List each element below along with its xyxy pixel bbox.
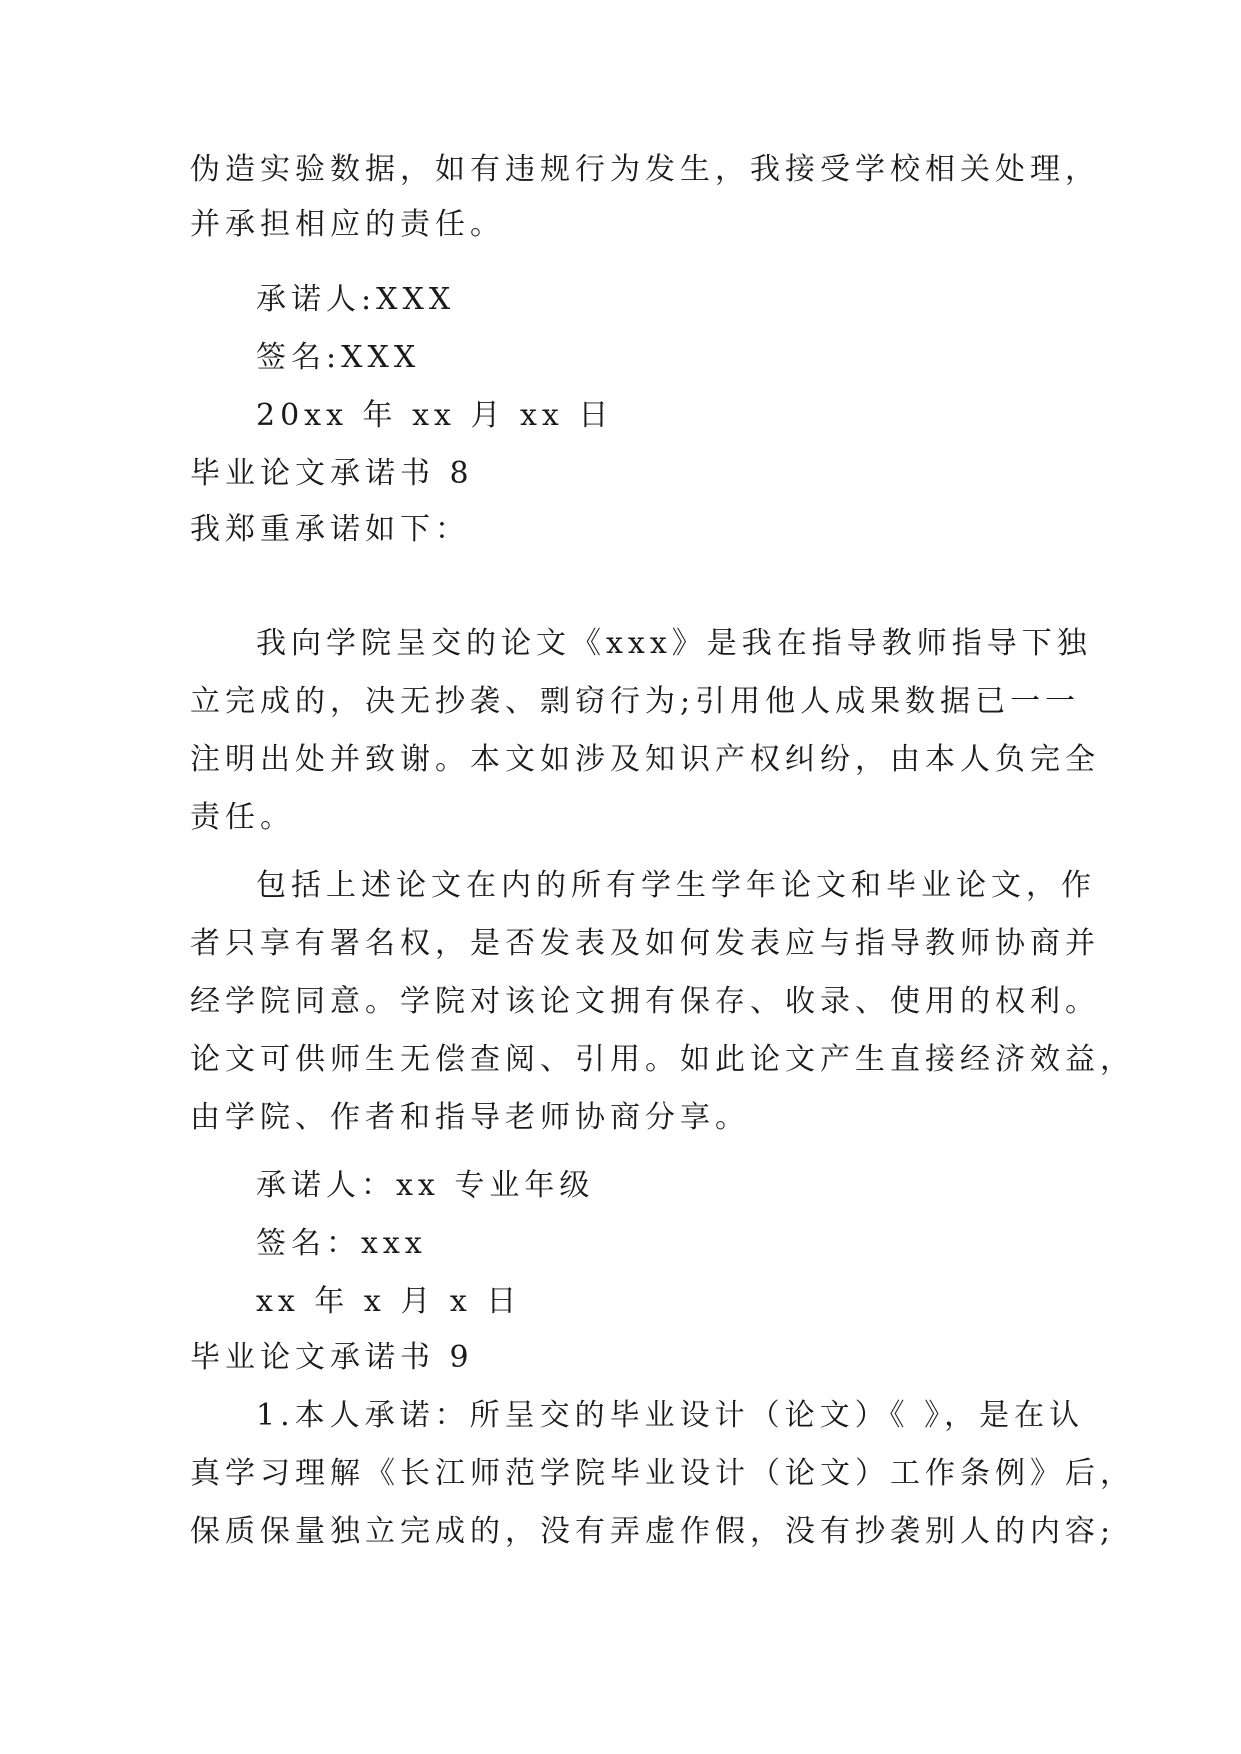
paragraph-line: 论文可供师生无偿查阅、引用。如此论文产生直接经济效益， xyxy=(190,1042,1135,1077)
section-heading: 毕业论文承诺书 9 xyxy=(190,1340,474,1375)
text-line: 并承担相应的责任。 xyxy=(190,207,505,242)
text-line: 我郑重承诺如下： xyxy=(190,512,470,547)
paragraph-line: 保质保量独立完成的，没有弄虚作假，没有抄袭别人的内容; xyxy=(190,1514,1116,1549)
paragraph-line: 立完成的，决无抄袭、剽窃行为;引用他人成果数据已一一 xyxy=(190,684,1081,719)
date-line: 20xx 年 xx 月 xx 日 xyxy=(256,398,614,433)
paragraph-line: 经学院同意。学院对该论文拥有保存、收录、使用的权利。 xyxy=(190,984,1100,1019)
promisor-line: 承诺人:XXX xyxy=(256,282,456,317)
text-line: 伪造实验数据，如有违规行为发生，我接受学校相关处理， xyxy=(190,152,1100,187)
date-line: xx 年 x 月 x 日 xyxy=(256,1284,522,1319)
section-heading: 毕业论文承诺书 8 xyxy=(190,456,474,491)
paragraph-line: 责任。 xyxy=(190,800,295,835)
paragraph-line: 包括上述论文在内的所有学生学年论文和毕业论文，作 xyxy=(256,868,1096,903)
paragraph-line: 者只享有署名权，是否发表及如何发表应与指导教师协商并 xyxy=(190,926,1100,961)
paragraph-line: 1.本人承诺：所呈交的毕业设计（论文）《 》，是在认 xyxy=(256,1398,1085,1433)
signature-line: 签名：xxx xyxy=(256,1226,427,1261)
paragraph-line: 由学院、作者和指导老师协商分享。 xyxy=(190,1100,750,1135)
promisor-line: 承诺人：xx 专业年级 xyxy=(256,1168,595,1203)
paragraph-line: 真学习理解《长江师范学院毕业设计（论文）工作条例》后， xyxy=(190,1456,1135,1491)
signature-line: 签名:XXX xyxy=(256,340,421,375)
paragraph-line: 注明出处并致谢。本文如涉及知识产权纠纷，由本人负完全 xyxy=(190,742,1100,777)
paragraph-line: 我向学院呈交的论文《xxx》是我在指导教师指导下独 xyxy=(256,626,1092,661)
